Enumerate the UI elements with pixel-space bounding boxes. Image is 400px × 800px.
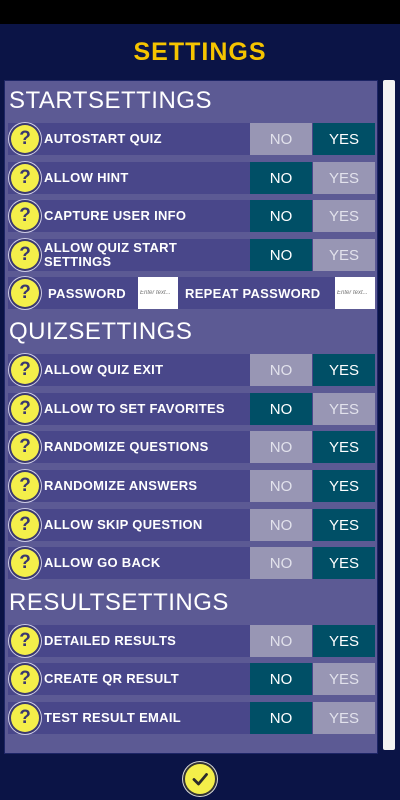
setting-label: ALLOW TO SET FAVORITES: [44, 401, 225, 416]
help-icon[interactable]: ?: [11, 395, 39, 423]
setting-row: [8, 200, 374, 232]
setting-label: ALLOW QUIZ EXIT: [44, 362, 164, 377]
option-yes-button[interactable]: YES: [313, 547, 375, 579]
help-icon[interactable]: ?: [11, 164, 39, 192]
setting-label: TEST RESULT EMAIL: [44, 710, 182, 725]
option-no-button[interactable]: NO: [250, 239, 312, 271]
setting-row: [8, 431, 374, 463]
help-icon[interactable]: ?: [11, 433, 39, 461]
help-icon[interactable]: ?: [11, 627, 39, 655]
option-yes-button[interactable]: YES: [313, 509, 375, 541]
setting-row: [8, 702, 374, 734]
help-icon[interactable]: ?: [11, 356, 39, 384]
help-icon[interactable]: ?: [11, 279, 39, 307]
help-icon[interactable]: ?: [11, 125, 39, 153]
page-title: SETTINGS: [133, 38, 267, 66]
option-no-button[interactable]: NO: [250, 509, 312, 541]
option-yes-button[interactable]: YES: [313, 470, 375, 502]
header: [0, 24, 400, 80]
setting-row: [8, 393, 374, 425]
setting-label: ALLOW QUIZ START SETTINGS: [44, 240, 178, 269]
setting-label: AUTOSTART QUIZ: [44, 131, 162, 146]
settings-panel: [4, 80, 378, 754]
setting-row: [8, 123, 374, 155]
setting-label: CREATE QR RESULT: [44, 671, 180, 686]
section-title-quiz: QUIZSETTINGS: [9, 318, 193, 345]
setting-label: DETAILED RESULTS: [44, 633, 177, 648]
setting-label: ALLOW GO BACK: [44, 555, 161, 570]
status-bar: [0, 0, 400, 24]
setting-row: [8, 663, 374, 695]
help-icon[interactable]: ?: [11, 549, 39, 577]
option-no-button[interactable]: NO: [250, 123, 312, 155]
option-yes-button[interactable]: YES: [313, 431, 375, 463]
option-no-button[interactable]: NO: [250, 200, 312, 232]
setting-row: [8, 162, 374, 194]
scrollbar-thumb[interactable]: [383, 80, 395, 750]
scrollbar[interactable]: [381, 80, 397, 754]
option-yes-button[interactable]: YES: [313, 663, 375, 695]
checkmark-icon: [191, 770, 209, 788]
option-yes-button[interactable]: YES: [313, 123, 375, 155]
option-no-button[interactable]: NO: [250, 547, 312, 579]
help-icon[interactable]: ?: [11, 704, 39, 732]
confirm-button[interactable]: [185, 764, 215, 794]
option-no-button[interactable]: NO: [250, 354, 312, 386]
section-title-start: STARTSETTINGS: [9, 87, 212, 114]
repeat-password-label: REPEAT PASSWORD: [185, 285, 321, 301]
help-icon[interactable]: ?: [11, 202, 39, 230]
option-no-button[interactable]: NO: [250, 431, 312, 463]
password-row: [8, 277, 374, 309]
setting-row: [8, 470, 374, 502]
setting-label: CAPTURE USER INFO: [44, 208, 187, 223]
help-icon[interactable]: ?: [11, 241, 39, 269]
setting-row: [8, 509, 374, 541]
option-no-button[interactable]: NO: [250, 625, 312, 657]
section-title-result: RESULTSETTINGS: [9, 589, 229, 616]
setting-label: ALLOW HINT: [44, 170, 129, 185]
help-icon[interactable]: ?: [11, 665, 39, 693]
setting-label: RANDOMIZE QUESTIONS: [44, 439, 209, 454]
option-yes-button[interactable]: YES: [313, 354, 375, 386]
option-yes-button[interactable]: YES: [313, 625, 375, 657]
setting-row: [8, 547, 374, 579]
option-yes-button[interactable]: YES: [313, 393, 375, 425]
option-no-button[interactable]: NO: [250, 663, 312, 695]
setting-row: [8, 625, 374, 657]
option-no-button[interactable]: NO: [250, 702, 312, 734]
setting-row: [8, 354, 374, 386]
option-no-button[interactable]: NO: [250, 162, 312, 194]
password-input[interactable]: [138, 277, 178, 309]
option-no-button[interactable]: NO: [250, 470, 312, 502]
option-yes-button[interactable]: YES: [313, 239, 375, 271]
option-no-button[interactable]: NO: [250, 393, 312, 425]
setting-row: [8, 239, 374, 271]
setting-label: RANDOMIZE ANSWERS: [44, 478, 198, 493]
setting-label: ALLOW SKIP QUESTION: [44, 517, 203, 532]
help-icon[interactable]: ?: [11, 511, 39, 539]
option-yes-button[interactable]: YES: [313, 702, 375, 734]
help-icon[interactable]: ?: [11, 472, 39, 500]
password-label: PASSWORD: [48, 285, 126, 301]
option-yes-button[interactable]: YES: [313, 162, 375, 194]
option-yes-button[interactable]: YES: [313, 200, 375, 232]
repeat-password-input[interactable]: [335, 277, 375, 309]
